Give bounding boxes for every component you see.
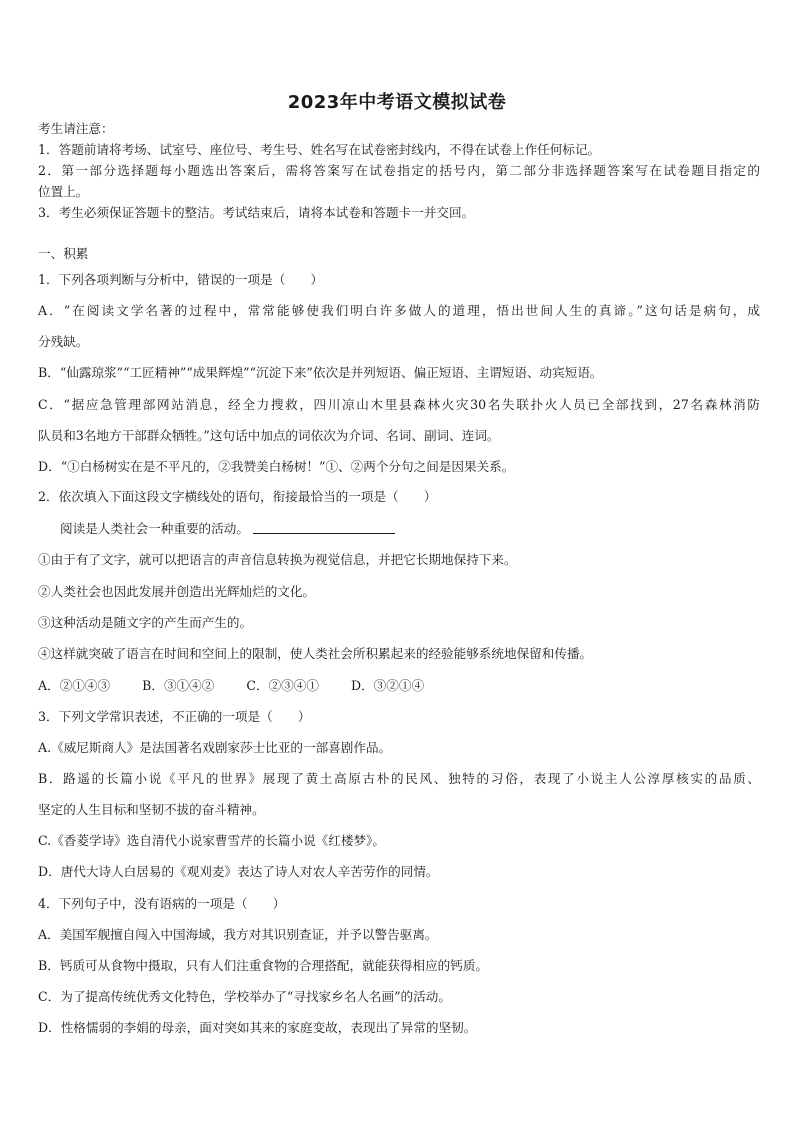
- fill-blank: [253, 520, 395, 534]
- q1-option-a: A．“在阅读文学名著的过程中，常常能够使我们明白许多做人的道理，悟出世间人生的真谛。”这句话是病句，成: [38, 303, 760, 318]
- q3-option-b-cont: 坚定的人生目标和坚韧不拔的奋斗精神。: [38, 802, 265, 817]
- q2-sentence: ④这样就突破了语言在时间和空间上的限制，使人类社会所积累起来的经验能够系统地保留和传播。: [38, 646, 593, 661]
- question-1-stem: 1．下列各项判断与分析中，错误的一项是（ ）: [38, 272, 324, 287]
- q2-option: B．③①④②: [142, 678, 215, 693]
- q1-option-c-cont: 队员和3名地方干部群众牺牲。”这句话中加点的词依次为介词、名词、副词、连词。: [38, 428, 500, 443]
- notice-heading: 考生请注意：: [38, 121, 114, 136]
- question-4-stem: 4．下列句子中，没有语病的一项是（ ）: [38, 896, 286, 911]
- q2-option: D．③②①④: [350, 678, 425, 693]
- q2-passage: [60, 520, 782, 538]
- notice-item: 1．答题前请将考场、试室号、座位号、考生号、姓名写在试卷密封线内，不得在试卷上作任何标记。: [38, 142, 601, 157]
- q1-option-a-cont: 分残缺。: [38, 334, 89, 349]
- q4-option-b: B．钙质可从食物中摄取，只有人们注重食物的合理搭配，就能获得相应的钙质。: [38, 958, 489, 973]
- q2-sentence: ②人类社会也因此发展并创造出光辉灿烂的文化。: [38, 584, 316, 599]
- q2-sentence: ①由于有了文字，就可以把语言的声音信息转换为视觉信息，并把它长期地保持下来。: [38, 552, 517, 567]
- notice-item: 3．考生必须保证答题卡的整洁。考试结束后，请将本试卷和答题卡一并交回。: [38, 205, 475, 220]
- q2-sentence: ③这种活动是随文字的产生而产生的。: [38, 615, 253, 630]
- q2-passage-text: 阅读是人类社会一种重要的活动。: [60, 521, 249, 536]
- q1-option-b: B．“仙露琼浆”“工匠精神”“成果辉煌”“沉淀下来”依次是并列短语、偏正短语、主谓短语、动宾短语。: [38, 365, 603, 380]
- q2-option: A．②①④③: [38, 678, 111, 693]
- q3-option-c: C.《香菱学诗》选自清代小说家曹雪芹的长篇小说《红楼梦》。: [38, 833, 385, 848]
- q1-option-c: C．“据应急管理部网站消息，经全力搜救，四川凉山木里县森林火灾30名失联扑火人员已全部找到，27名森林消防: [38, 397, 760, 412]
- question-2-stem: 2．依次填入下面这段文字横线处的语句，衔接最恰当的一项是（ ）: [38, 489, 437, 504]
- notice-item: 位置上。: [38, 184, 89, 199]
- section-heading: 一、积累: [38, 246, 89, 261]
- q3-option-b: B．路遥的长篇小说《平凡的世界》展现了黄土高原古朴的民风、独特的习俗，表现了小说主人公淳厚核实的品质、: [38, 771, 760, 786]
- q3-option-a: A.《威尼斯商人》是法国著名戏剧家莎士比亚的一部喜剧作品。: [38, 740, 392, 755]
- q4-option-a: A．美国军舰擅自闯入中国海域，我方对其识别查证，并予以警告驱离。: [38, 927, 438, 942]
- question-3-stem: 3．下列文学常识表述，不正确的一项是（ ）: [38, 709, 311, 724]
- page-title: 2023年中考语文模拟试卷: [287, 92, 507, 113]
- q4-option-c: C．为了提高传统优秀文化特色，学校举办了“寻找家乡名人名画”的活动。: [38, 989, 451, 1004]
- q1-option-d: D．“①白杨树实在是不平凡的，②我赞美白杨树！”①、②两个分句之间是因果关系。: [38, 459, 515, 474]
- q2-option: C．②③④①: [246, 678, 319, 693]
- q4-option-d: D．性格懦弱的李娟的母亲，面对突如其来的家庭变故，表现出了异常的坚韧。: [38, 1020, 477, 1035]
- q3-option-d: D．唐代大诗人白居易的《观刈麦》表达了诗人对农人辛苦劳作的同情。: [38, 864, 439, 879]
- q2-options: [38, 677, 760, 695]
- notice-item: 2．第一部分选择题每小题选出答案后，需将答案写在试卷指定的括号内，第二部分非选择题答案写在试卷题目指定的: [38, 163, 760, 178]
